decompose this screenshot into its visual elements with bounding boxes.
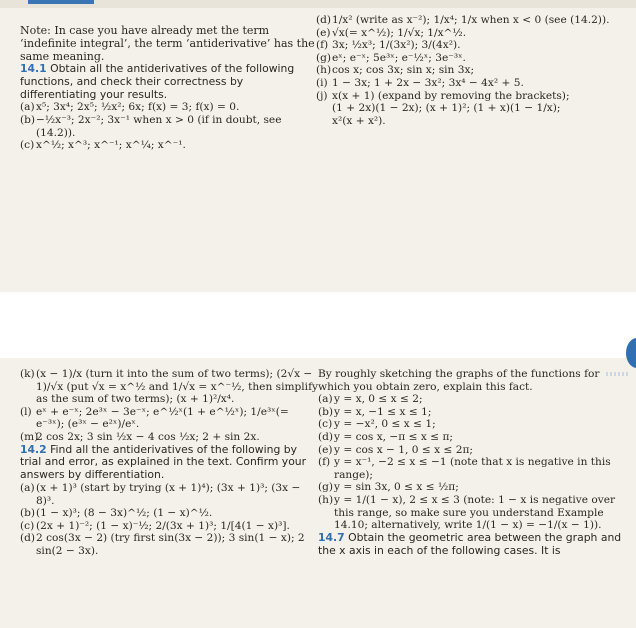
item-label: (c)	[318, 418, 333, 431]
note-text: Note: In case you have already met the term ‘indefinite integral’, the term ‘antiderivative’ has the same meaning.	[20, 24, 315, 63]
item-text: y = x⁻¹, −2 ≤ x ≤ −1 (note that x is negative in this range);	[334, 456, 611, 481]
list-item	[316, 14, 626, 27]
item-label: (i)	[316, 76, 328, 89]
list-item	[316, 77, 626, 90]
item-text: x²(x + x²).	[332, 114, 386, 127]
list-item	[316, 27, 626, 40]
item-text: cos x; cos 3x; sin x; sin 3x;	[332, 64, 475, 77]
left-column-top	[20, 24, 316, 152]
item-text: eˣ + e⁻ˣ; 2e³ˣ − 3e⁻ˣ; e^½ˣ(1 + e^½ˣ); 1/e³ˣ(= e⁻³ˣ); (e³ˣ − e²ˣ)/eˣ.	[36, 405, 289, 431]
side-tab-marker	[626, 338, 636, 368]
item-label	[316, 102, 332, 115]
item-label: (a)	[20, 481, 35, 494]
list-item	[20, 139, 316, 152]
list-item	[20, 507, 320, 520]
item-text: y = 1/(1 − x), 2 ≤ x ≤ 3 (note: 1 − x is negative over this range, so make sure you understand Example 14.10; alternatively, write 1/(1 − x) = −1/(x − 1)).	[334, 493, 616, 532]
item-label: (g)	[316, 51, 332, 64]
item-text: √x(= x^½); 1/√x; 1/x^½.	[332, 26, 467, 39]
item-text: (x + 1)³ (start by trying (x + 1)⁴); (3x + 1)³; (3x − 8)³.	[36, 481, 301, 507]
item-label: (a)	[318, 393, 333, 406]
list-item	[316, 102, 626, 115]
item-text: x⁵; 3x⁴; 2x⁵; ½x²; 6x; f(x) = 3; f(x) = 0.	[36, 101, 240, 114]
item-label: (f)	[316, 39, 329, 52]
item-text: (1 + 2x)(1 − 2x); (x + 1)²; (1 + x)(1 − 1/x);	[332, 102, 561, 115]
item-text: y = cos x − 1, 0 ≤ x ≤ 2π;	[334, 443, 473, 456]
item-text: 2 cos 2x; 3 sin ½x − 4 cos ½x; 2 + sin 2x.	[36, 430, 260, 443]
item-label: (g)	[318, 481, 334, 494]
item-text: (x − 1)/x (turn it into the sum of two terms); (2√x − 1)/√x (put √x = x^½ and 1/√x = x^⁻½, then simplify as the sum of two terms); (x + 1)²/x⁴.	[36, 368, 318, 406]
item-label	[316, 115, 332, 128]
list-item	[20, 406, 320, 431]
list-item	[20, 520, 320, 533]
list-item	[318, 481, 622, 494]
item-label: (b)	[318, 405, 334, 418]
item-label: (d)	[316, 14, 332, 26]
item-text: y = x, 0 ≤ x ≤ 2;	[334, 393, 423, 406]
left-column-bottom	[20, 368, 320, 558]
item-text: y = sin 3x, 0 ≤ x ≤ ½π;	[334, 481, 459, 494]
list-item	[318, 406, 622, 419]
right-column-top	[316, 14, 626, 127]
list-item	[316, 52, 626, 65]
top-accent-bar	[28, 0, 94, 4]
exercise-number: 14.1	[20, 62, 47, 75]
item-text: x(x + 1) (expand by removing the brackets);	[332, 89, 570, 102]
list-item	[20, 368, 320, 406]
list-item	[20, 482, 320, 507]
item-text: (1 − x)³; (8 − 3x)^½; (1 − x)^½.	[36, 507, 213, 520]
list-item	[318, 444, 622, 457]
item-label: (j)	[316, 89, 328, 102]
list-item	[318, 393, 622, 406]
list-item	[316, 115, 626, 128]
item-text: x^½; x^³; x^⁻¹; x^¼; x^⁻¹.	[36, 139, 186, 152]
item-label: (f)	[318, 456, 331, 469]
item-label: (h)	[316, 64, 332, 77]
page-gap	[0, 292, 636, 358]
item-text: 1/x² (write as x⁻²); 1/x⁴; 1/x when x < 0 (see (14.2)).	[332, 14, 610, 26]
list-item	[316, 90, 626, 103]
item-text: y = cos x, −π ≤ x ≤ π;	[334, 430, 453, 443]
item-text: (2x + 1)⁻²; (1 − x)⁻½; 2/(3x + 1)³; 1/[4(1 − x)³].	[36, 519, 290, 532]
list-item	[316, 64, 626, 77]
right-column-bottom	[318, 368, 622, 557]
item-label: (b)	[20, 113, 36, 126]
item-label: (d)	[318, 430, 334, 443]
item-label: (h)	[318, 493, 334, 506]
item-text: −½x⁻³; 2x⁻²; 3x⁻¹ when x > 0 (if in doubt, see (14.2)).	[36, 113, 282, 139]
list-item	[318, 418, 622, 431]
item-label: (l)	[20, 405, 32, 418]
top-bar	[0, 0, 636, 8]
exercise-text: Obtain the geometric area between the graph and the x axis in each of the following cases. It is	[318, 530, 622, 557]
item-label: (m)	[20, 430, 39, 443]
exercise-14-1-heading	[20, 63, 316, 101]
item-label: (b)	[20, 507, 36, 520]
item-label: (a)	[20, 101, 35, 114]
exercise-14-2-heading	[20, 444, 320, 482]
exercise-number: 14.7	[318, 530, 345, 544]
exercise-number: 14.2	[20, 442, 47, 456]
item-label: (c)	[20, 139, 35, 152]
list-item	[318, 456, 622, 481]
item-text: eˣ; e⁻ˣ; 5e³ˣ; e⁻½ˣ; 3e⁻³ˣ.	[332, 51, 466, 64]
item-label: (k)	[20, 368, 35, 380]
item-label: (d)	[20, 532, 36, 545]
list-item	[20, 532, 320, 557]
exercise-text: By roughly sketching the graphs of the functions for which you obtain zero, explain this fact.	[318, 368, 600, 393]
list-item	[318, 494, 622, 532]
item-label: (e)	[316, 26, 331, 39]
exercise-text: Obtain all the antiderivatives of the following functions, and check their correctness by differentiating your results.	[20, 62, 295, 101]
item-text: 1 − 3x; 1 + 2x − 3x²; 3x⁴ − 4x² + 5.	[332, 76, 524, 89]
item-label: (c)	[20, 519, 35, 532]
item-label: (e)	[318, 443, 333, 456]
list-item	[318, 431, 622, 444]
item-text: y = −x², 0 ≤ x ≤ 1;	[334, 418, 436, 431]
exercise-14-7-heading	[318, 532, 622, 558]
exercise-text: Find all the antiderivatives of the following by trial and error, as explained in the text. Confirm your answers by differentiation.	[20, 442, 307, 482]
item-text: 3x; ½x³; 1/(3x²); 3/(4x²).	[332, 39, 461, 52]
list-item	[20, 114, 316, 139]
item-text: y = x, −1 ≤ x ≤ 1;	[334, 405, 432, 418]
list-item	[20, 101, 316, 114]
list-item	[316, 39, 626, 52]
item-text: 2 cos(3x − 2) (try first sin(3x − 2)); 3 sin(1 − x); 2 sin(2 − 3x).	[36, 532, 305, 557]
